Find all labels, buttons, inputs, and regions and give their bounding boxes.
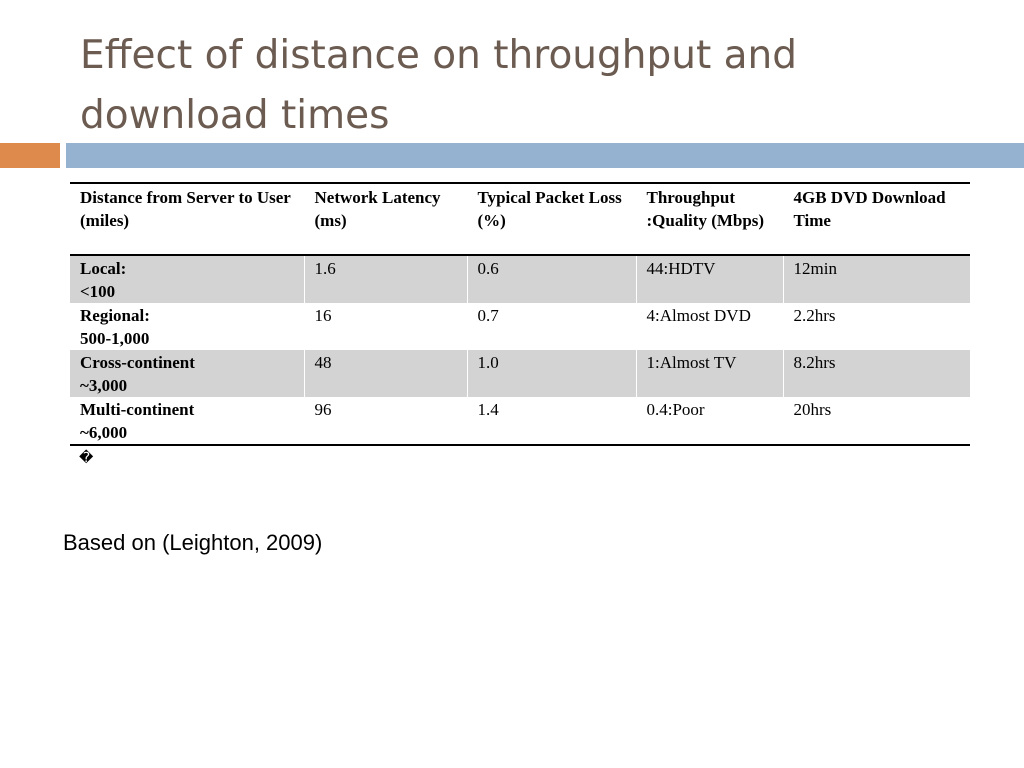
- cell-packet-loss: 0.7: [467, 303, 636, 350]
- header-throughput: Throughput :Quality (Mbps): [636, 183, 783, 255]
- distance-range: ~6,000: [80, 423, 128, 442]
- cell-latency: 96: [304, 397, 467, 445]
- cell-throughput: 0.4:Poor: [636, 397, 783, 445]
- missing-glyph-icon: �: [79, 450, 94, 466]
- distance-range: ~3,000: [80, 376, 128, 395]
- table-row: [70, 350, 970, 397]
- cell-packet-loss: 1.4: [467, 397, 636, 445]
- cell-latency: 16: [304, 303, 467, 350]
- table-row: [70, 255, 970, 303]
- cell-download-time: 2.2hrs: [783, 303, 970, 350]
- cell-download-time: 8.2hrs: [783, 350, 970, 397]
- distance-label: Multi-continent: [80, 400, 195, 419]
- cell-packet-loss: 1.0: [467, 350, 636, 397]
- distance-label: Regional:: [80, 306, 150, 325]
- header-latency: Network Latency (ms): [304, 183, 467, 255]
- slide-title: Effect of distance on throughput and download times: [80, 33, 798, 138]
- distance-label: Cross-continent: [80, 353, 195, 372]
- cell-throughput: 4:Almost DVD: [636, 303, 783, 350]
- header-packet-loss: Typical Packet Loss (%): [467, 183, 636, 255]
- cell-download-time: 20hrs: [783, 397, 970, 445]
- distance-range: 500-1,000: [80, 329, 150, 348]
- cell-distance: [70, 255, 304, 303]
- distance-label: Local:: [80, 259, 127, 278]
- cell-distance: [70, 397, 304, 445]
- distance-range: <100: [80, 282, 116, 301]
- accent-bar-orange: [0, 143, 60, 168]
- cell-distance: [70, 303, 304, 350]
- cell-distance: [70, 350, 304, 397]
- citation-text: Based on (Leighton, 2009): [63, 530, 323, 555]
- cell-latency: 48: [304, 350, 467, 397]
- header-distance: Distance from Server to User (miles): [80, 188, 291, 230]
- cell-latency: 1.6: [304, 255, 467, 303]
- table-row: [70, 303, 970, 350]
- cell-throughput: 1:Almost TV: [636, 350, 783, 397]
- cell-download-time: 12min: [783, 255, 970, 303]
- distance-throughput-table: [70, 182, 970, 446]
- accent-bar-blue: [66, 143, 1024, 168]
- cell-packet-loss: 0.6: [467, 255, 636, 303]
- header-download-time: 4GB DVD Download Time: [783, 183, 970, 255]
- table-header-row: [70, 183, 970, 255]
- cell-throughput: 44:HDTV: [636, 255, 783, 303]
- table-row: [70, 397, 970, 445]
